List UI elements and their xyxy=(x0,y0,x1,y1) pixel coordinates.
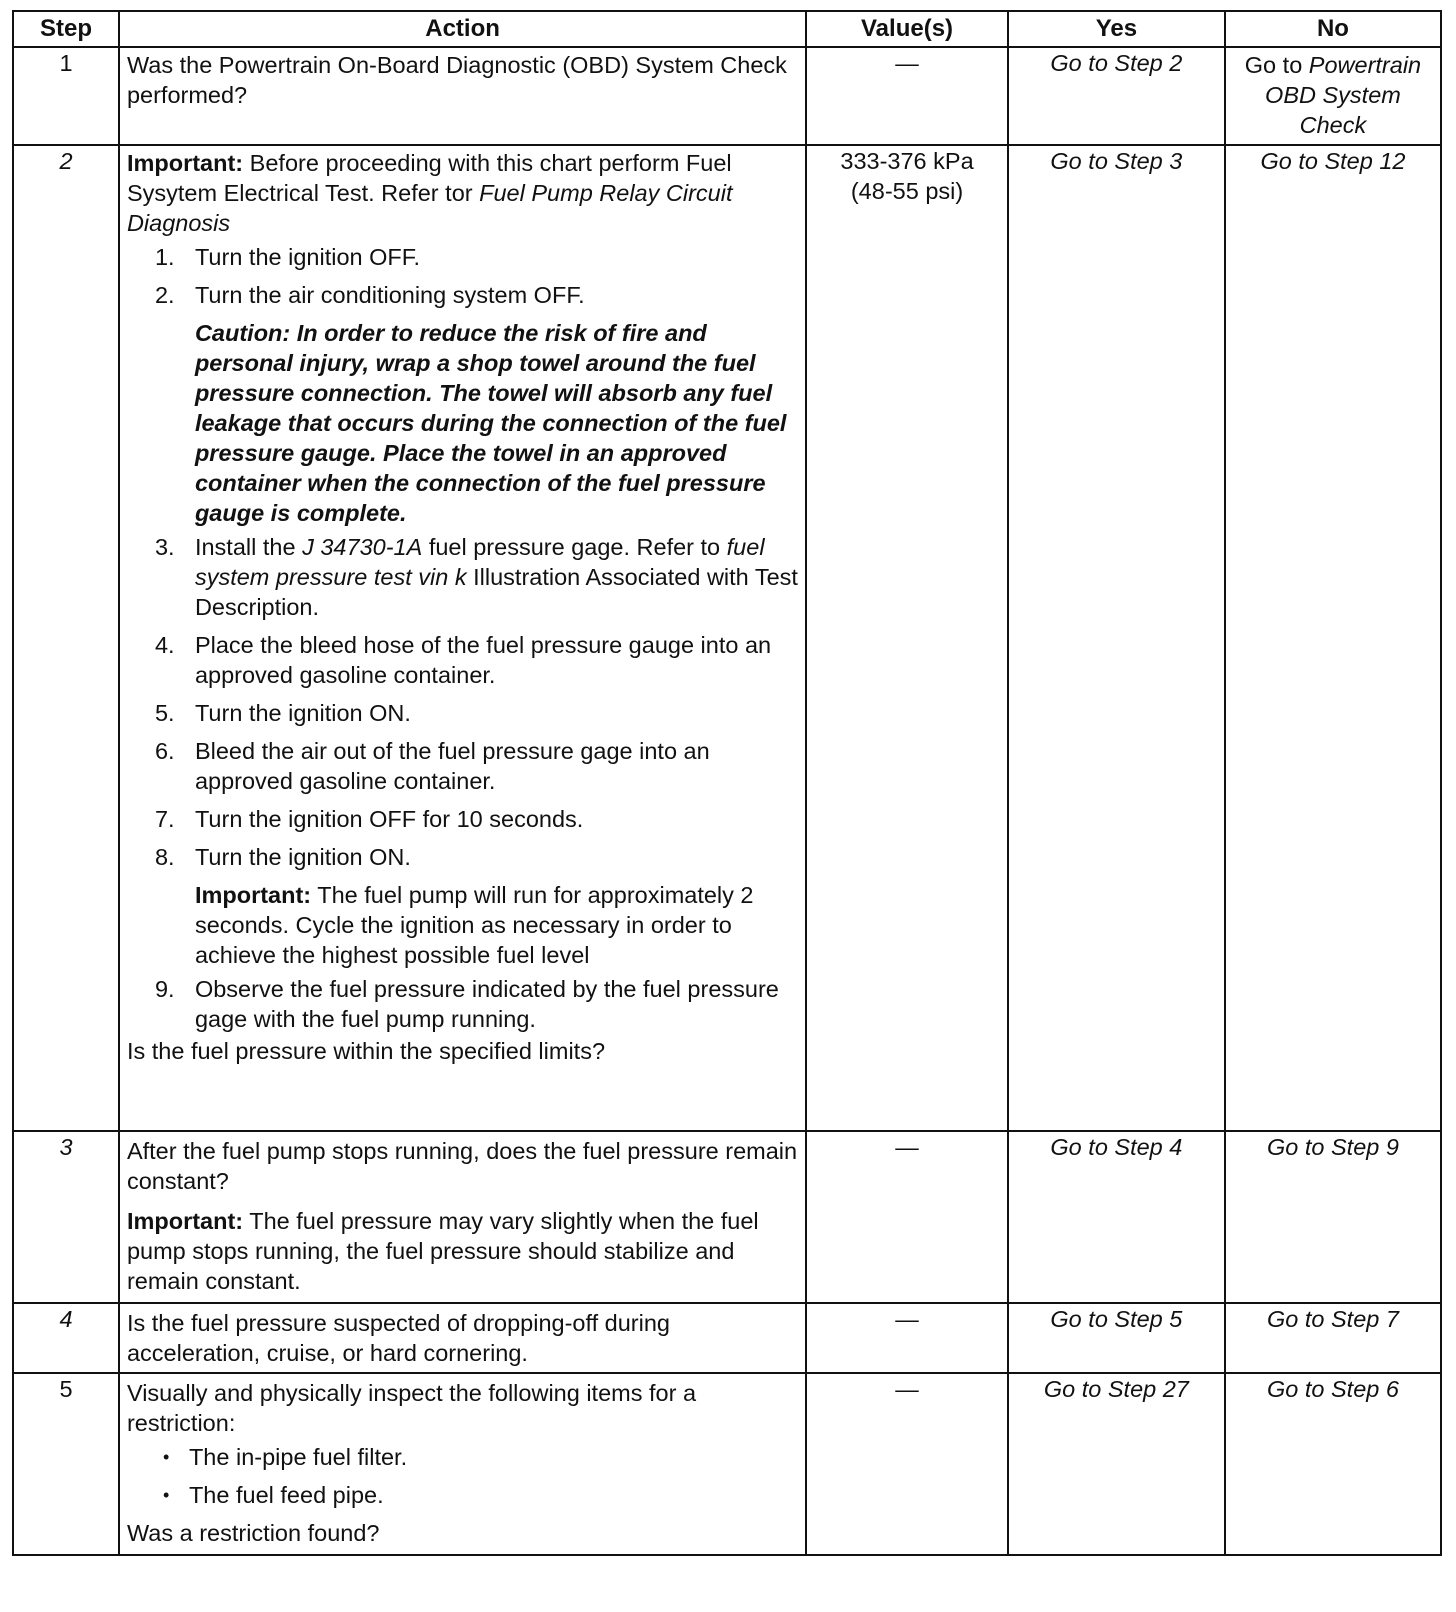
action-cell xyxy=(119,1303,806,1373)
step-number: 1 xyxy=(13,47,119,145)
important-note xyxy=(127,148,798,238)
action-cell xyxy=(119,1373,806,1555)
question-text: Is the fuel pressure within the specified limits? xyxy=(126,1038,606,1064)
header-row xyxy=(13,11,1441,47)
procedure-list xyxy=(127,242,798,310)
diagnostic-page xyxy=(12,10,1444,1606)
list-item: 4. Place the bleed hose of the fuel pressure gauge into an approved gasoline container. xyxy=(154,632,772,688)
table-row xyxy=(13,145,1441,1131)
no-prefix: Go to xyxy=(1244,52,1303,78)
important-text: Before proceeding with this chart perform Fuel Sysytem Electrical Test. Refer tor xyxy=(126,150,732,206)
table-row xyxy=(13,47,1441,145)
yes-cell: Go to Step 2 xyxy=(1008,47,1225,145)
value-cell: — xyxy=(806,1303,1008,1373)
action-cell xyxy=(119,47,806,145)
list-item: 5. Turn the ignition ON. xyxy=(154,700,411,726)
list-item: 7. Turn the ignition OFF for 10 seconds. xyxy=(154,806,584,832)
header-no: No xyxy=(1225,11,1441,47)
header-yes: Yes xyxy=(1008,11,1225,47)
instruction-text: Visually and physically inspect the following items for a restriction: xyxy=(126,1380,697,1436)
important-label: Important: xyxy=(126,1208,244,1234)
inspection-list xyxy=(127,1442,798,1510)
procedure-reference: fuel system pressure test vin k xyxy=(194,534,765,590)
important-reference: Fuel Pump Relay Circuit Diagnosis xyxy=(126,180,733,236)
diagnostic-table xyxy=(12,10,1442,1556)
header-step: Step xyxy=(13,11,119,47)
tool-reference: J 34730-1A xyxy=(302,534,423,560)
list-item: • The in-pipe fuel filter. xyxy=(127,1442,798,1472)
yes-cell: Go to Step 3 xyxy=(1008,145,1225,1131)
procedure-list xyxy=(127,532,798,872)
no-cell: Go to Step 6 xyxy=(1225,1373,1441,1555)
important-label: Important: xyxy=(126,150,244,176)
list-item: 6. Bleed the air out of the fuel pressure gage into an approved gasoline container. xyxy=(154,738,710,794)
important-text: The fuel pump will run for approximately 2 seconds. Cycle the ignition as necessary in order to achieve the highest possible fuel level xyxy=(194,882,754,968)
value-psi: (48-55 psi) xyxy=(850,178,964,204)
value-cell: — xyxy=(806,1373,1008,1555)
yes-cell: Go to Step 4 xyxy=(1008,1131,1225,1303)
table-row xyxy=(13,1373,1441,1555)
action-cell xyxy=(119,1131,806,1303)
no-cell: Go to Step 9 xyxy=(1225,1131,1441,1303)
action-cell xyxy=(119,145,806,1131)
header-values: Value(s) xyxy=(806,11,1008,47)
caution-note: Caution: In order to reduce the risk of fire and personal injury, wrap a shop towel around the fuel pressure connection. The towel will absorb any fuel leakage that occurs during the connection of the fuel pressure gauge. Place the towel in an approved container when the connection of the fuel pressure gauge is complete. xyxy=(194,320,787,526)
header-action: Action xyxy=(119,11,806,47)
list-item: 2. Turn the air conditioning system OFF. xyxy=(154,282,585,308)
list-item: 1. Turn the ignition OFF. xyxy=(154,244,421,270)
important-label: Important: xyxy=(194,882,312,908)
no-cell xyxy=(1225,47,1441,145)
step-number: 5 xyxy=(13,1373,119,1555)
step-number: 4 xyxy=(13,1303,119,1373)
value-cell: — xyxy=(806,47,1008,145)
important-note xyxy=(127,880,798,970)
value-cell xyxy=(806,145,1008,1131)
important-text: The fuel pressure may vary slightly when the fuel pump stops running, the fuel pressure should stabilize and remain constant. xyxy=(126,1208,759,1294)
question-text: Is the fuel pressure suspected of dropping-off during acceleration, cruise, or hard cornering. xyxy=(126,1310,670,1366)
question-text: Was a restriction found? xyxy=(126,1520,380,1546)
no-cell: Go to Step 7 xyxy=(1225,1303,1441,1373)
yes-cell: Go to Step 5 xyxy=(1008,1303,1225,1373)
question-text: After the fuel pump stops running, does the fuel pressure remain constant? xyxy=(126,1138,798,1194)
no-cell: Go to Step 12 xyxy=(1225,145,1441,1131)
important-note xyxy=(127,1206,798,1296)
list-item: 9. Observe the fuel pressure indicated by the fuel pressure gage with the fuel pump running. xyxy=(154,976,779,1032)
list-item: 3. Install the J 34730-1A fuel pressure gage. Refer to fuel system pressure test vin k Illustration Associated with Test Description. xyxy=(154,534,798,620)
table-row xyxy=(13,1131,1441,1303)
yes-cell: Go to Step 27 xyxy=(1008,1373,1225,1555)
step-number: 3 xyxy=(13,1131,119,1303)
no-reference: Powertrain OBD System Check xyxy=(1265,52,1422,138)
list-item: • The fuel feed pipe. xyxy=(127,1480,798,1510)
question-text: Was the Powertrain On-Board Diagnostic (OBD) System Check performed? xyxy=(126,52,787,108)
procedure-list xyxy=(127,974,798,1034)
value-cell: — xyxy=(806,1131,1008,1303)
list-item: 8. Turn the ignition ON. xyxy=(154,844,411,870)
value-kpa: 333-376 kPa xyxy=(840,148,974,174)
step-number: 2 xyxy=(13,145,119,1131)
table-row xyxy=(13,1303,1441,1373)
